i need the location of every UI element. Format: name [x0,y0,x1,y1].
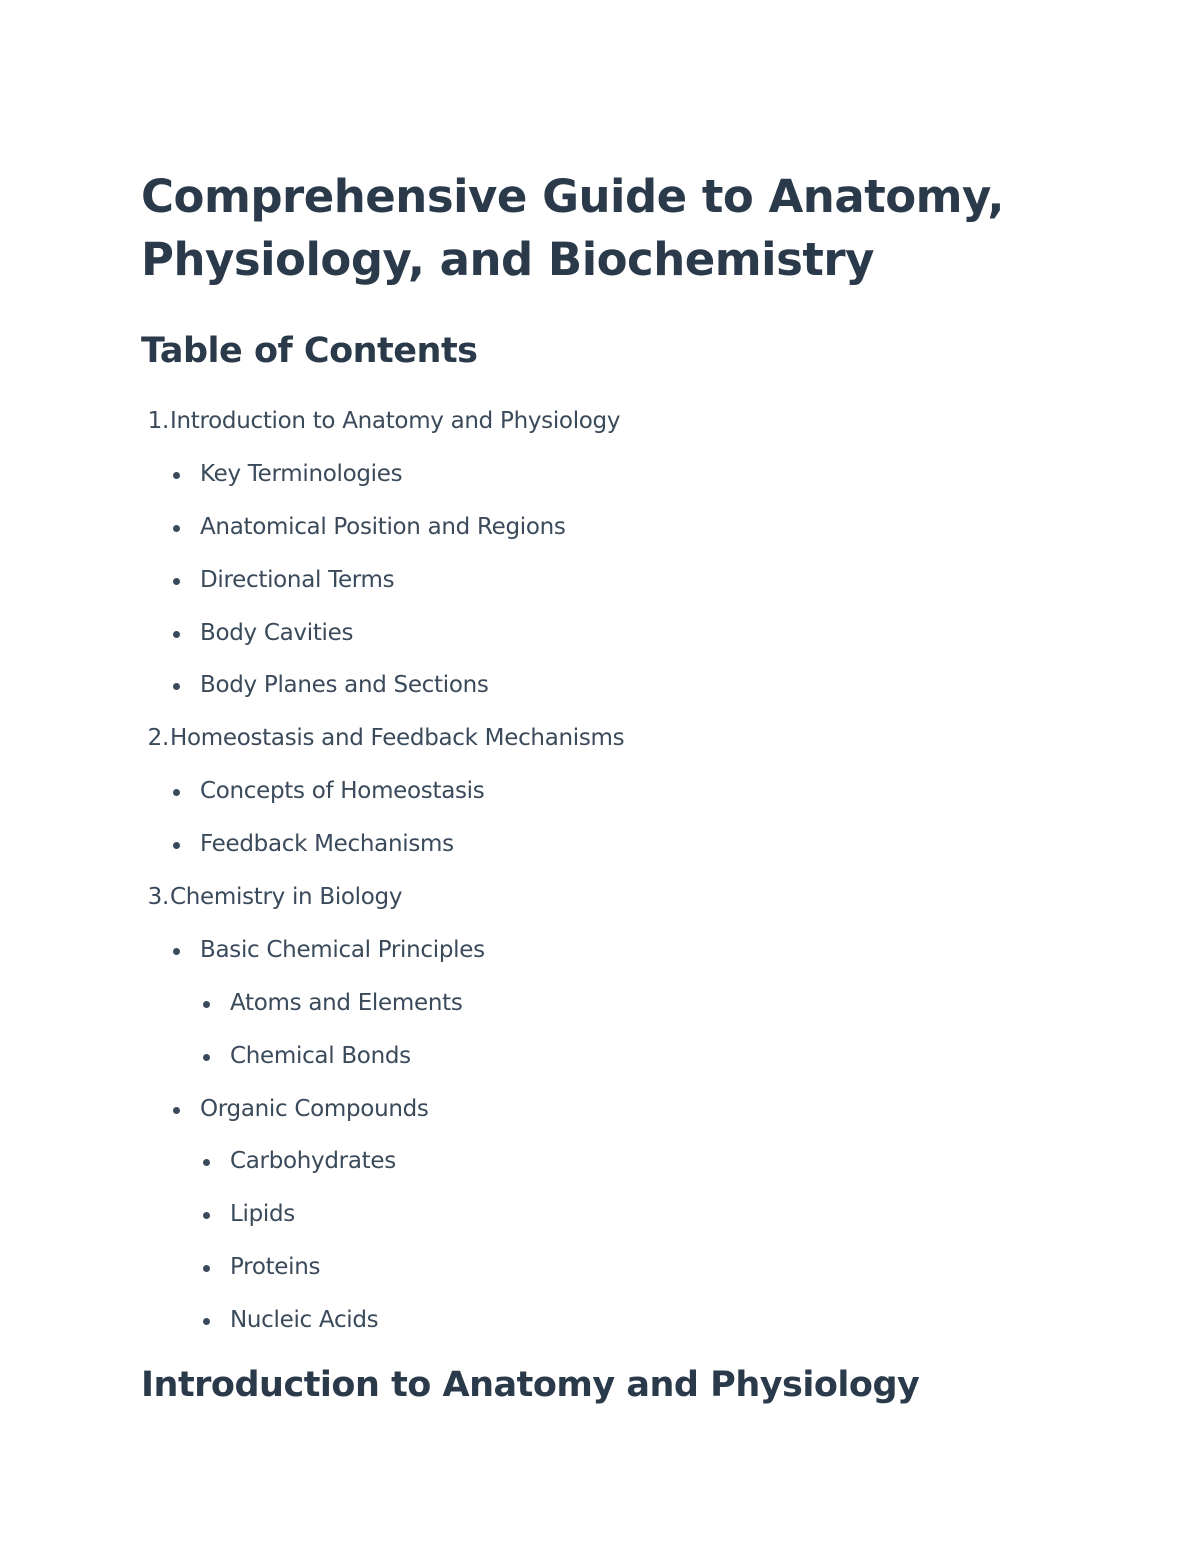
bullet-icon [173,472,180,479]
toc-item-label: Homeostasis and Feedback Mechanisms [170,725,625,752]
bullet-icon [173,948,180,955]
toc-subitem[interactable] [141,765,1101,818]
toc-subitem-label: Feedback Mechanisms [200,831,454,858]
bullet-icon [203,1212,210,1219]
toc-subsubitem-label: Lipids [230,1201,295,1228]
document-page [141,165,1101,1409]
toc-subsubitem[interactable] [141,1241,1101,1294]
bullet-icon [173,789,180,796]
toc-subitem[interactable] [141,554,1101,607]
document-title-line-1: Comprehensive Guide to Anatomy, [141,170,1004,223]
toc-subitem-label: Directional Terms [200,566,395,593]
toc-subsubitem[interactable] [141,1294,1101,1347]
section-heading: Introduction to Anatomy and Physiology [141,1365,920,1406]
bullet-icon [173,842,180,849]
toc-subsubitem-label: Atoms and Elements [230,989,463,1016]
bullet-icon [203,1001,210,1008]
document-title [141,165,1101,291]
bullet-icon [173,578,180,585]
toc-subitem-label: Concepts of Homeostasis [200,778,485,805]
toc-item-number: 3. [147,884,169,911]
toc-subitem-label: Key Terminologies [200,460,403,487]
bullet-icon [173,525,180,532]
toc-subsubitem[interactable] [141,1135,1101,1188]
toc-subitem[interactable] [141,924,1101,977]
toc-subitem[interactable] [141,607,1101,660]
toc-item-number: 1. [147,408,169,434]
toc-subsubitem[interactable] [141,977,1101,1030]
document-title-line-2: Physiology, and Biochemistry [141,233,874,286]
bullet-icon [203,1265,210,1272]
toc-subitem[interactable] [141,1083,1101,1136]
toc-item-3[interactable] [141,871,1101,924]
bullet-icon [203,1054,210,1061]
toc-subsubitem-label: Proteins [230,1254,321,1281]
toc-item-label: Introduction to Anatomy and Physiology [170,408,621,434]
toc-item-2[interactable] [141,712,1101,765]
bullet-icon [203,1159,210,1166]
toc-subitem[interactable] [141,448,1101,501]
toc-subitem-label: Anatomical Position and Regions [200,513,566,540]
toc-subsubitem-label: Carbohydrates [230,1148,396,1175]
toc-subitem-label: Body Cavities [200,619,354,646]
table-of-contents [141,395,1101,1347]
toc-subitem-label: Basic Chemical Principles [200,936,485,963]
toc-subitem-label: Organic Compounds [200,1095,429,1122]
toc-heading: Table of Contents [141,331,478,371]
toc-subitem[interactable] [141,818,1101,871]
toc-subsubitem-label: Nucleic Acids [230,1307,379,1334]
toc-subsubitem[interactable] [141,1188,1101,1241]
toc-item-number: 2. [147,725,169,752]
toc-subitem-label: Body Planes and Sections [200,672,489,699]
toc-subitem[interactable] [141,501,1101,554]
toc-subsubitem[interactable] [141,1030,1101,1083]
toc-subitem[interactable] [141,659,1101,712]
toc-item-1[interactable] [141,395,1101,448]
bullet-icon [203,1318,210,1325]
bullet-icon [173,631,180,638]
toc-subsubitem-label: Chemical Bonds [230,1042,411,1069]
bullet-icon [173,1107,180,1114]
toc-item-label: Chemistry in Biology [170,884,403,911]
bullet-icon [173,683,180,690]
